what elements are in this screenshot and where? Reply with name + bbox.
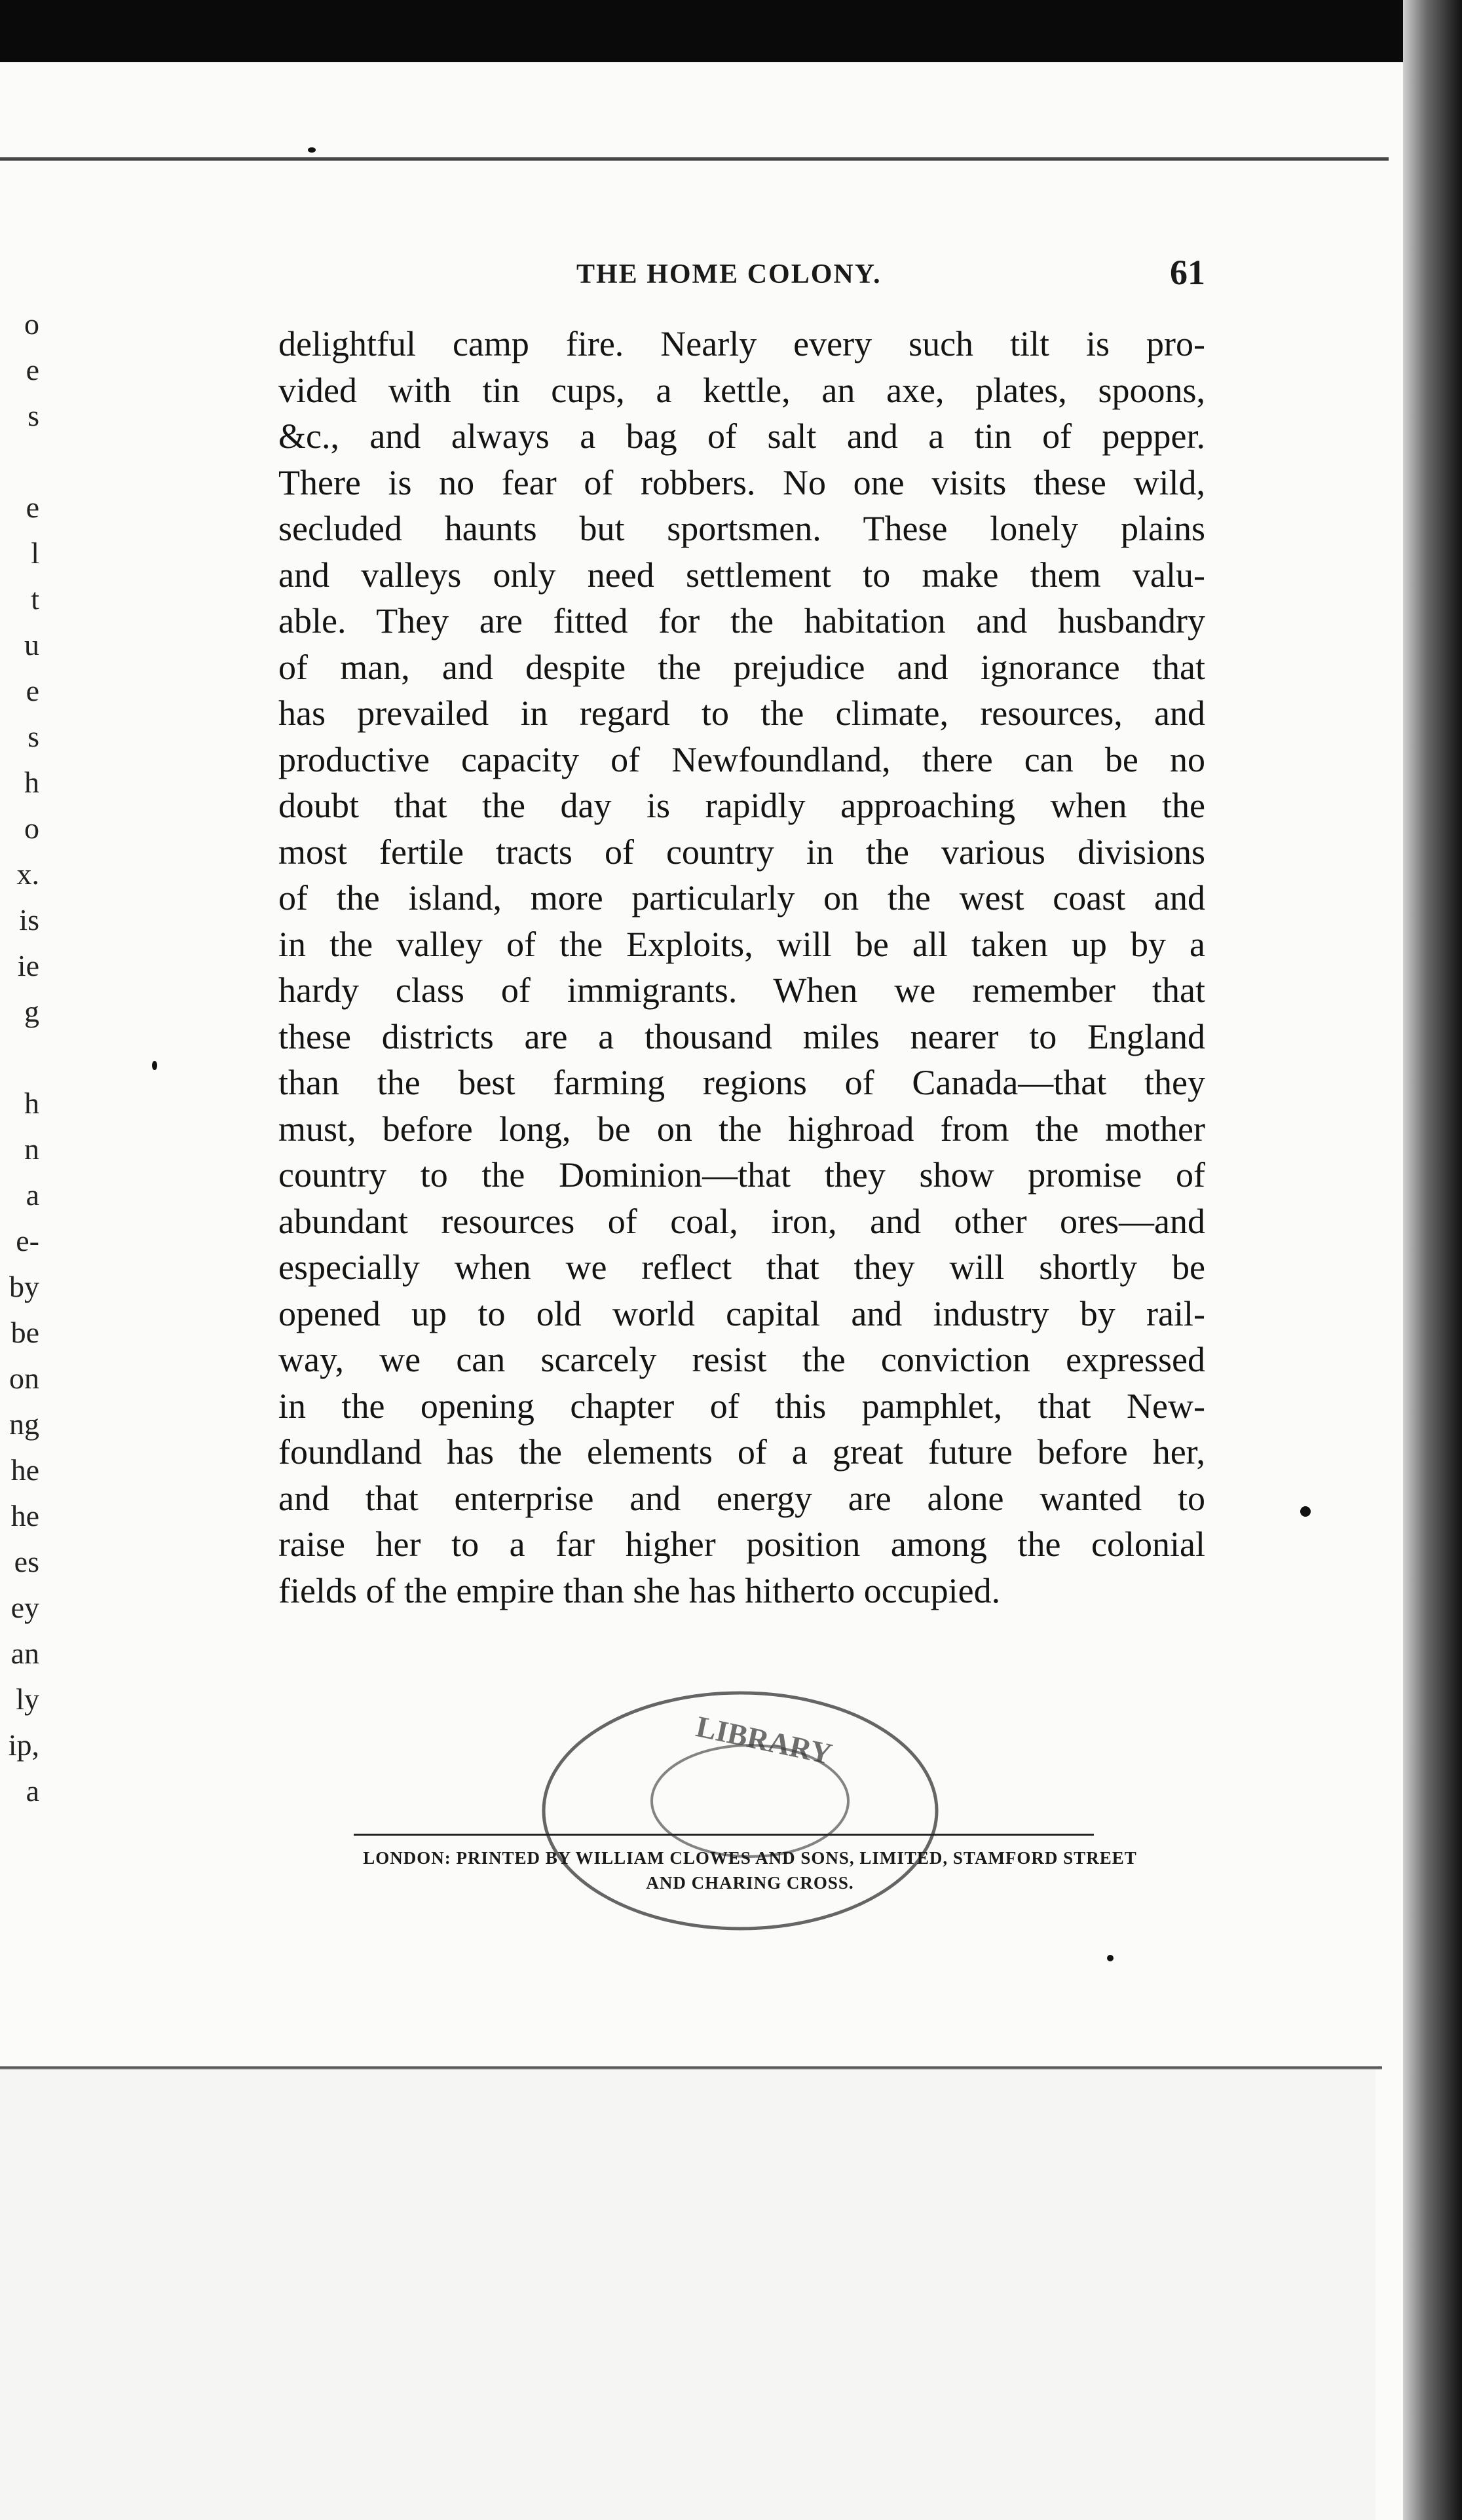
facing-fragment: o: [24, 811, 39, 845]
ink-spot: [1107, 1955, 1114, 1961]
ink-spot: [1300, 1506, 1311, 1517]
text-line: most fertile tracts of country in the various divisions: [278, 832, 1205, 872]
facing-fragment: a: [26, 1774, 39, 1807]
facing-fragment: ey: [10, 1591, 39, 1624]
text-line: of man, and despite the prejudice and ignorance that: [278, 647, 1205, 687]
facing-fragment: h: [24, 1086, 39, 1120]
ink-spot: [308, 147, 316, 153]
facing-fragment: ly: [16, 1682, 39, 1716]
facing-fragment: e: [26, 353, 39, 386]
text-line: in the valley of the Exploits, will be all taken up by a: [278, 924, 1205, 964]
text-line: foundland has the elements of a great future before her,: [278, 1432, 1205, 1472]
facing-fragment: n: [24, 1132, 39, 1166]
text-line: opened up to old world capital and industry by rail-: [278, 1293, 1205, 1333]
next-page-sheet: [0, 2069, 1376, 2520]
facing-fragment: g: [24, 995, 39, 1028]
bottom-fold-line: [0, 2066, 1382, 2069]
body-text: [278, 321, 1205, 1614]
text-line: delightful camp fire. Nearly every such tilt is pro-: [278, 324, 1205, 363]
text-line: &c., and always a bag of salt and a tin of pepper.: [278, 417, 1205, 456]
facing-fragment: a: [26, 1178, 39, 1212]
running-head: [278, 252, 1205, 298]
text-line: productive capacity of Newfoundland, there can be no: [278, 739, 1205, 779]
facing-fragment: ie: [17, 949, 39, 982]
facing-fragment: e-: [16, 1224, 39, 1257]
facing-fragment: he: [10, 1453, 39, 1487]
text-line: country to the Dominion—that they show promise of: [278, 1155, 1205, 1195]
imprint-rule: [354, 1834, 1094, 1836]
facing-fragment: is: [19, 903, 39, 936]
facing-fragment: e: [26, 674, 39, 707]
library-stamp: [534, 1683, 947, 1938]
text-line: secluded haunts but sportsmen. These lonely plains: [278, 509, 1205, 548]
text-line: must, before long, be on the highroad from the mother: [278, 1109, 1205, 1149]
text-line: vided with tin cups, a kettle, an axe, plates, spoons,: [278, 370, 1205, 410]
facing-fragment: ip,: [8, 1728, 39, 1762]
facing-fragment: ng: [9, 1407, 39, 1441]
text-line: has prevailed in regard to the climate, resources, and: [278, 694, 1205, 733]
text-line: abundant resources of coal, iron, and other ores—and: [278, 1201, 1205, 1241]
facing-fragment: [0, 1035, 39, 1081]
text-line: fields of the empire than she has hitherto occupied.: [278, 1570, 1001, 1610]
page-number: 61: [1170, 253, 1205, 292]
printer-imprint: [301, 1845, 1199, 1895]
facing-fragment: [0, 439, 39, 485]
text-line: of the island, more particularly on the west coast and: [278, 878, 1205, 917]
text-line: than the best farming regions of Canada—that they: [278, 1063, 1205, 1102]
text-line: in the opening chapter of this pamphlet, that New-: [278, 1386, 1205, 1426]
text-line: these districts are a thousand miles nearer to England: [278, 1016, 1205, 1056]
facing-fragment: on: [9, 1362, 39, 1395]
imprint-line-1: LONDON: PRINTED BY WILLIAM CLOWES AND SONS, LIMITED, STAMFORD STREET: [363, 1848, 1137, 1868]
facing-fragment: o: [24, 307, 39, 341]
text-line: way, we can scarcely resist the conviction expressed: [278, 1340, 1205, 1379]
imprint-line-2: AND CHARING CROSS.: [646, 1873, 854, 1893]
text-line: and valleys only need settlement to make them valu-: [278, 555, 1205, 595]
facing-fragment: e: [26, 491, 39, 524]
facing-page-fragments: [0, 301, 39, 1938]
facing-fragment: be: [10, 1316, 39, 1349]
book-edge-shadow: [1403, 0, 1462, 2520]
running-head-title: THE HOME COLONY.: [576, 259, 882, 289]
facing-fragment: h: [24, 766, 39, 799]
text-line: doubt that the day is rapidly approaching when the: [278, 786, 1205, 825]
facing-fragment: es: [14, 1545, 39, 1578]
facing-fragment: l: [31, 536, 39, 570]
facing-fragment: u: [24, 628, 39, 661]
facing-fragment: he: [10, 1499, 39, 1532]
ink-spot: [152, 1061, 157, 1070]
text-line: especially when we reflect that they will shortly be: [278, 1248, 1205, 1287]
facing-fragment: s: [28, 720, 39, 753]
text-line: raise her to a far higher position among the colonial: [278, 1525, 1205, 1564]
facing-fragment: s: [28, 399, 39, 432]
text-line: able. They are fitted for the habitation and husbandry: [278, 601, 1205, 640]
facing-fragment: by: [9, 1270, 39, 1303]
text-line: and that enterprise and energy are alone wanted to: [278, 1478, 1205, 1518]
text-line: There is no fear of robbers. No one visits these wild,: [278, 462, 1205, 502]
facing-fragment: x.: [16, 857, 39, 891]
facing-fragment: t: [31, 582, 39, 616]
top-fold-line: [0, 157, 1389, 161]
text-line: hardy class of immigrants. When we remember that: [278, 971, 1205, 1010]
stamp-text: LIBRARY: [693, 1709, 835, 1771]
facing-fragment: an: [10, 1637, 39, 1670]
